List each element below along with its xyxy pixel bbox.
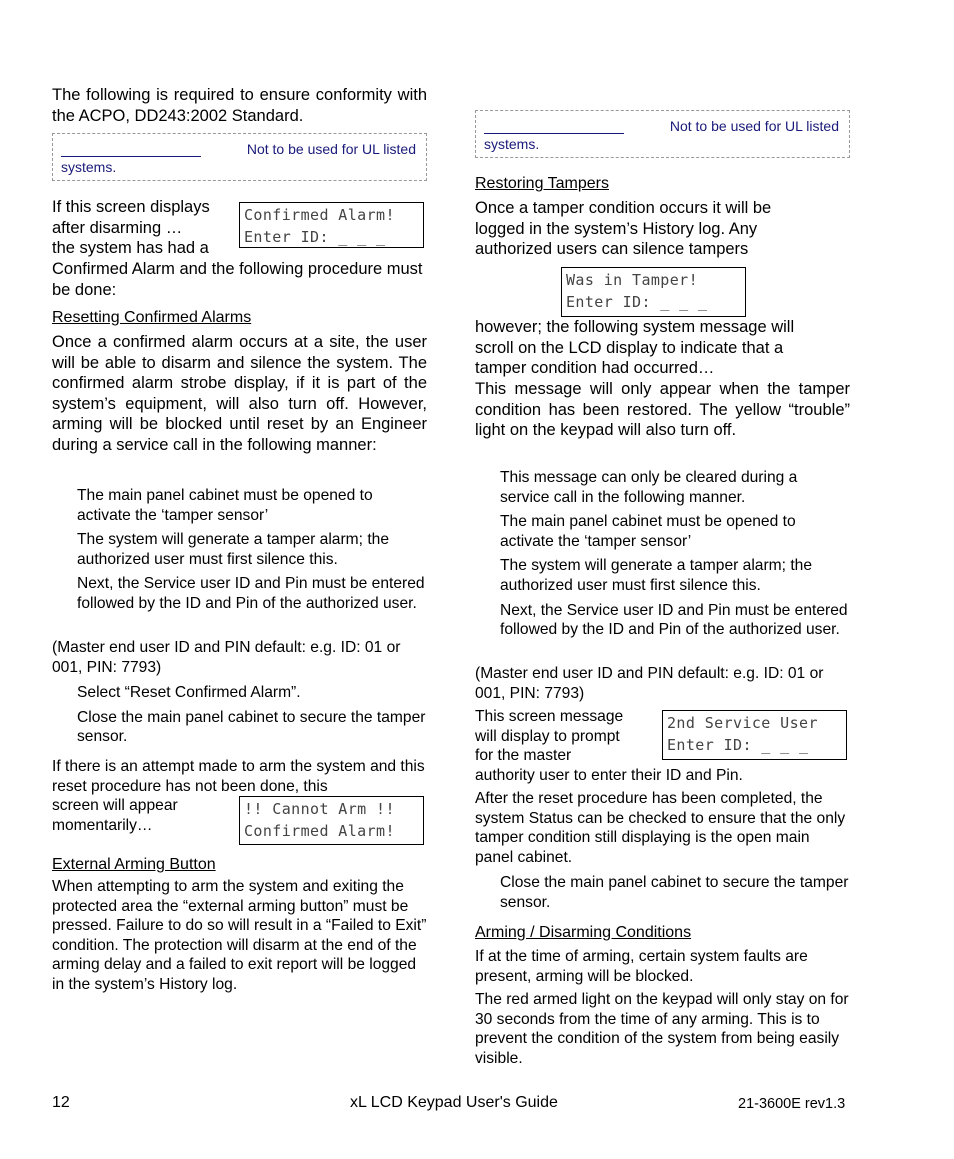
close-step: Close the main panel cabinet to secure the tamper sensor. <box>500 874 849 911</box>
note-rule <box>484 133 624 134</box>
note-text-bottom: systems. <box>484 136 540 152</box>
lcd-cannot-arm <box>239 796 424 845</box>
note-text-top: Not to be used for UL listed <box>669 118 839 134</box>
list-item: Close the main panel cabinet to secure the tamper sensor. <box>77 708 426 746</box>
list-item: The main panel cabinet must be opened to activate the ‘tamper sensor’ <box>500 513 796 550</box>
confirmed-intro-line-1: If this screen displays <box>52 198 210 216</box>
lcd-was-in-tamper <box>561 267 746 317</box>
step-list-b <box>77 683 427 747</box>
external-paragraph: When attempting to arm the system and exiting the protected area the “external arming button” must be pressed. Failure to do so will result in a “Failed to Exit” condition. The protection will disarm at the end of the arming delay and a failed to exit report will be logged in the system’s History log. <box>52 878 427 993</box>
lcd-line-1: Confirmed Alarm! <box>244 206 395 224</box>
master-default-left: (Master end user ID and PIN default: e.g. ID: 01 or 001, PIN: 7793) <box>52 639 401 676</box>
lcd-line-1: Was in Tamper! <box>566 271 699 289</box>
list-item: The system will generate a tamper alarm; the authorized user must first silence this. <box>500 557 813 594</box>
lcd-line-1: 2nd Service User <box>667 714 818 732</box>
note-rule <box>61 156 201 157</box>
arming-paragraph-2: The red armed light on the keypad will only stay on for 30 seconds from the time of any arming. This is to prevent the condition of the system from being easily visible. <box>475 991 849 1067</box>
lcd-line-1: !! Cannot Arm !! <box>244 800 395 818</box>
master-default-right: (Master end user ID and PIN default: e.g. ID: 01 or 001, PIN: 7793) <box>475 665 824 702</box>
service-line-1: This screen message <box>475 708 624 725</box>
restoring-paragraph: Once a tamper condition occurs it will be logged in the system’s History log. Any authorized users can silence tampers <box>475 199 772 258</box>
lcd-confirmed-alarm <box>239 202 424 248</box>
cannot-arm-line-2: screen will appear <box>52 797 178 814</box>
heading-external: External Arming Button <box>52 856 216 873</box>
note-text-top: Not to be used for UL listed <box>246 141 416 157</box>
cannot-arm-cont <box>52 796 237 835</box>
list-item: The main panel cabinet must be opened to activate the ‘tamper sensor’ <box>77 487 373 524</box>
list-item: Next, the Service user ID and Pin must be entered followed by the ID and Pin of the authorized user. <box>500 601 848 639</box>
service-intro <box>475 707 660 766</box>
lcd-line-2: Enter ID: _ _ _ <box>667 736 809 754</box>
heading-arming: Arming / Disarming Conditions <box>475 924 692 941</box>
message-paragraph: This message will only appear when the tamper condition has been restored. The yellow “trouble” light on the keypad will also turn off. <box>475 380 850 439</box>
list-item: Select “Reset Confirmed Alarm”. <box>77 684 301 701</box>
page-number: 12 <box>52 1094 70 1111</box>
confirmed-intro <box>52 197 242 259</box>
lcd-line-2: Enter ID: _ _ _ <box>244 228 386 246</box>
list-item: Next, the Service user ID and Pin must be entered followed by the ID and Pin of the authorized user. <box>77 575 425 612</box>
heading-resetting: Resetting Confirmed Alarms <box>52 309 252 326</box>
lcd-line-2: Confirmed Alarm! <box>244 822 395 840</box>
step-list-right <box>500 468 850 640</box>
however-paragraph: however; the following system message will scroll on the LCD display to indicate that a tamper condition had occurred… <box>475 318 795 377</box>
ul-note-box <box>52 133 427 181</box>
reset-paragraph: Once a confirmed alarm occurs at a site, the user will be able to disarm and silence the system. The confirmed alarm strobe display, if it is part of the system’s equipment, will also turn off. However, arming will be blocked until reset by an Engineer during a service call in the following manner: <box>52 333 427 454</box>
cannot-arm-paragraph: If there is an attempt made to arm the system and this reset procedure has not been done, this <box>52 758 425 795</box>
heading-restoring: Restoring Tampers <box>475 175 609 192</box>
step-list-a <box>77 486 427 614</box>
intro-paragraph: The following is required to ensure conformity with the ACPO, DD243:2002 Standard. <box>52 86 427 125</box>
lcd-line-2: Enter ID: _ _ _ <box>566 293 708 311</box>
list-item: The system will generate a tamper alarm; the authorized user must first silence this. <box>77 531 390 568</box>
arming-paragraph-1: If at the time of arming, certain system faults are present, arming will be blocked. <box>475 948 808 985</box>
service-intro-cont: authority user to enter their ID and Pin. <box>475 767 743 784</box>
confirmed-intro-line-3: the system has had a <box>52 239 209 257</box>
service-line-2: will display to prompt <box>475 727 620 745</box>
after-paragraph: After the reset procedure has been completed, the system Status can be checked to ensure that the only tamper condition still displaying is the open main panel cabinet. <box>475 790 846 866</box>
doc-id: 21-3600E rev1.3 <box>738 1096 846 1112</box>
service-line-3: for the master <box>475 747 572 765</box>
lcd-service-user <box>662 710 847 760</box>
ul-note-box-right <box>475 110 850 158</box>
cannot-arm-line-3: momentarily… <box>52 816 153 834</box>
note-text-bottom: systems. <box>61 159 117 175</box>
footer-title: xL LCD Keypad User's Guide <box>350 1094 558 1111</box>
list-item: This message can only be cleared during a service call in the following manner. <box>500 469 798 506</box>
confirmed-intro-cont: Confirmed Alarm and the following procedure must be done: <box>52 260 423 299</box>
confirmed-intro-line-2: after disarming … <box>52 218 183 237</box>
